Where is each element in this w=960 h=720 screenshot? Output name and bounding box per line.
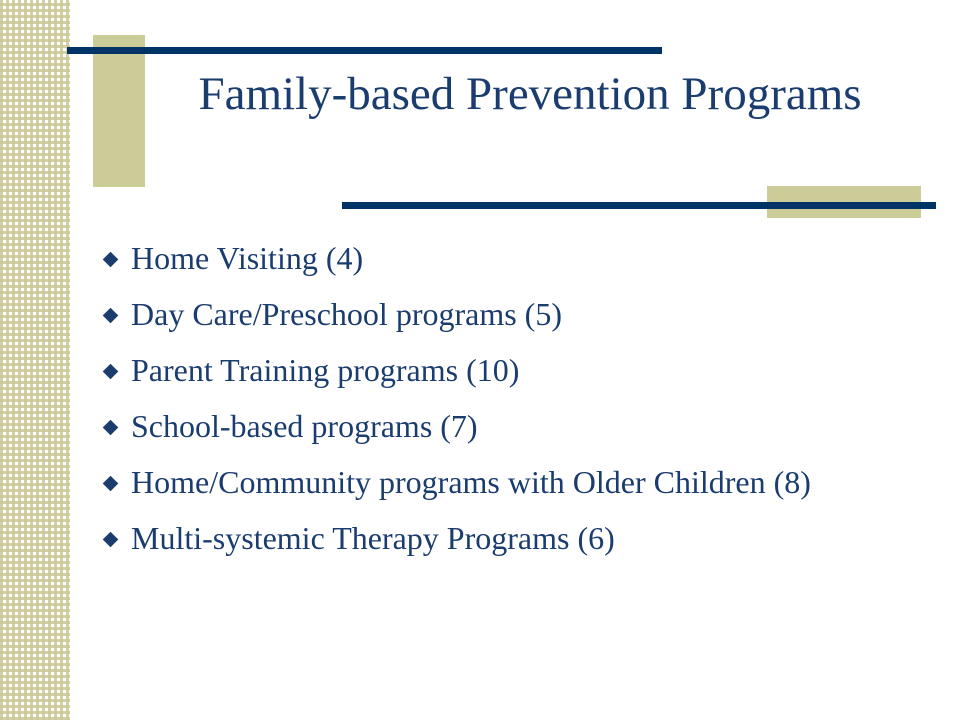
bullet-text: Parent Training programs (10)	[131, 352, 520, 388]
bullet-text: School-based programs (7)	[131, 408, 478, 444]
bottom-rule	[342, 202, 936, 209]
bullet-text: Day Care/Preschool programs (5)	[131, 296, 562, 332]
diamond-bullet-icon	[103, 420, 119, 436]
diamond-bullet-icon	[103, 476, 119, 492]
top-rule	[67, 47, 662, 54]
accent-block-top	[93, 35, 145, 187]
bullet-item	[100, 520, 920, 557]
bullet-item	[100, 408, 920, 445]
diamond-bullet-icon	[103, 364, 119, 380]
diamond-bullet-icon	[103, 532, 119, 548]
left-striped-band	[0, 0, 70, 720]
bullet-item	[100, 296, 920, 333]
bullet-text: Home Visiting (4)	[131, 240, 364, 276]
diamond-bullet-icon	[103, 252, 119, 268]
slide-title: Family-based Prevention Programs	[198, 68, 862, 120]
bullet-item	[100, 352, 920, 389]
bullet-item	[100, 240, 920, 277]
diamond-bullet-icon	[103, 308, 119, 324]
bullet-text: Home/Community programs with Older Children (8)	[131, 464, 811, 500]
bullet-text: Multi-systemic Therapy Programs (6)	[131, 520, 615, 556]
bullet-list	[100, 240, 920, 576]
bullet-item	[100, 464, 920, 501]
